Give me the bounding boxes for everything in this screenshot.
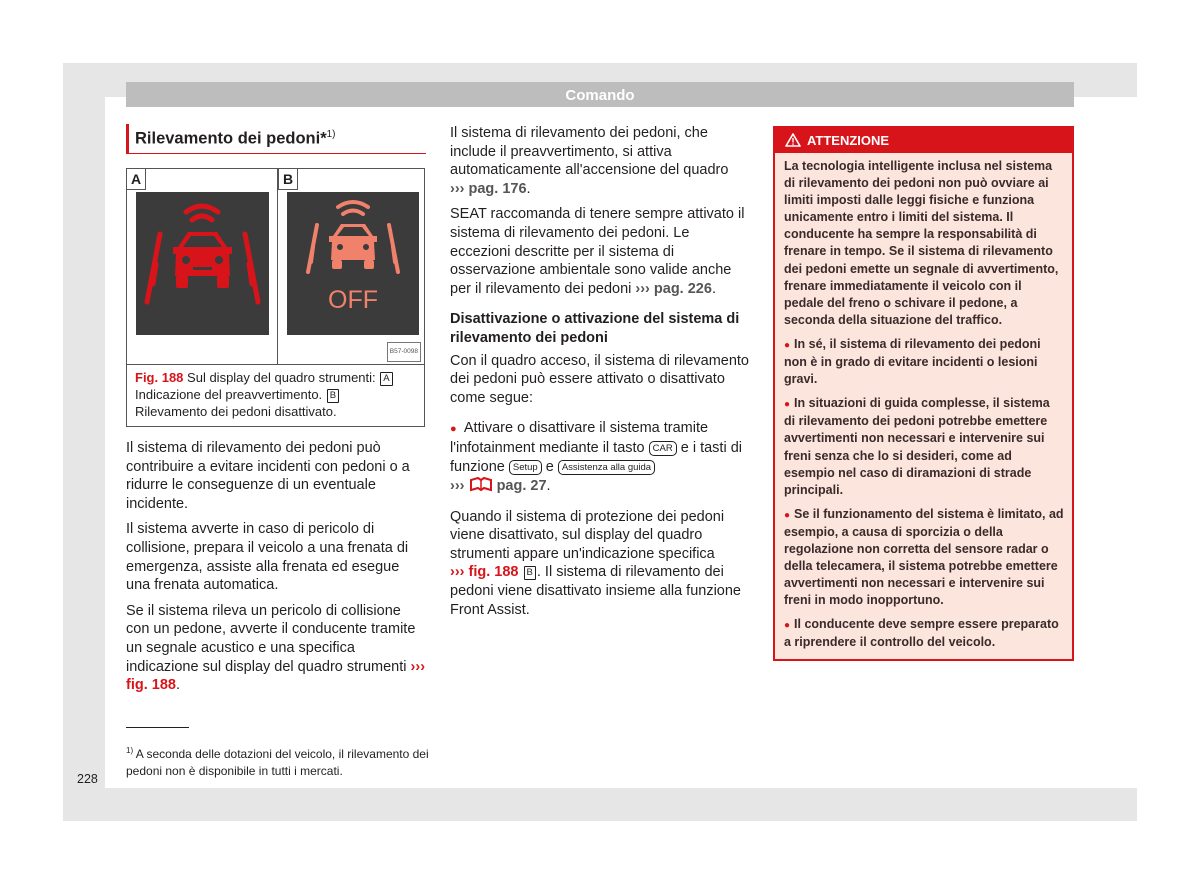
figure-key-b: B (524, 566, 536, 580)
section-title-text: Rilevamento dei pedoni (135, 129, 321, 148)
off-label: OFF (328, 286, 378, 315)
warning-body (775, 153, 1072, 659)
warning-bullet: ● In sé, il sistema di rilevamento dei pedoni non è in grado di evitare incidenti o lesioni gravi. (784, 336, 1064, 388)
paragraph: Il sistema di rilevamento dei pedoni può contribuire a evitare incidenti con pedoni o a ridurre le conseguenze di un eventuale incidente. (126, 440, 410, 512)
footnote (126, 742, 431, 780)
reference-arrow: ››› (450, 478, 465, 495)
figure-link[interactable]: ››› fig. 188 (126, 658, 426, 694)
warning-box (773, 126, 1074, 661)
assistance-key[interactable]: Assistenza alla guida (558, 460, 655, 475)
section-title-footnote-mark: 1) (326, 129, 336, 140)
footnote-mark: 1) (126, 746, 134, 755)
warning-bullet: ● Se il funzionamento del sistema è limitato, ad esempio, a causa di sporcizia o della regolazione non corretta del sensore radar o della telecamera, il sistema potrebbe emettere avvertimenti non necessari e intervenire sui freni in modo inopportuno. (784, 506, 1064, 610)
caption-figure-number: Fig. 188 (135, 370, 184, 386)
bullet-text-and: e (545, 458, 554, 475)
figure-code: B57-0098 (387, 342, 421, 363)
bullet-end: . (546, 478, 551, 495)
caption-text-3: Rilevamento dei pedoni disattivato. (135, 404, 337, 420)
paragraph-text: Il sistema di rilevamento dei pedoni, che include il preavvertimento, si attiva automaticamente all'accensione del quadro (450, 125, 729, 179)
figure-188 (126, 168, 425, 365)
car-key[interactable]: CAR (649, 441, 677, 456)
setup-key[interactable]: Setup (509, 460, 542, 475)
page-number: 228 (77, 772, 98, 786)
paragraph: Con il quadro acceso, il sistema di rilevamento dei pedoni può essere attivato o disattivato come segue: (450, 352, 749, 406)
paragraph-text: Se il sistema rileva un pericolo di collisione con un pedone, avverte il conducente tramite un segnale acustico e una specifica indicazione sul display del quadro strumenti (126, 602, 416, 675)
paragraph (126, 602, 426, 695)
section-title-star: * (320, 129, 327, 148)
figure-link[interactable]: ››› fig. 188 (450, 564, 519, 581)
column-left (126, 124, 426, 702)
page-link[interactable]: ››› pag. 226 (635, 280, 712, 297)
page-link[interactable]: pag. 27 (496, 478, 547, 495)
paragraph-text: Quando il sistema di protezione dei pedoni viene disattivato, sul display del quadro strumenti appare un'indicazione specifica (450, 508, 725, 562)
column-right (773, 126, 1074, 661)
warning-bullet: ● Il conducente deve sempre essere preparato a riprendere il controllo del veicolo. (784, 616, 1064, 651)
warning-triangle-icon (785, 133, 801, 147)
paragraph-end: . Il sistema di rilevamento dei pedoni viene disattivato insieme alla funzione Front Assist. (450, 564, 741, 618)
figure-divider (277, 169, 278, 364)
caption-key-a: A (380, 372, 392, 386)
bullet-text-1: Attivare o disattivare il sistema tramite l'infotainment mediante il tasto (450, 420, 709, 456)
pedestrian-off-icon (287, 192, 419, 335)
footnote-text: A seconda delle dotazioni del veicolo, il rilevamento dei pedoni non è disponibile in tutti i mercati. (126, 747, 429, 778)
subheading: Disattivazione o attivazione del sistema di rilevamento dei pedoni (450, 311, 740, 346)
caption-text-1: Sul display del quadro strumenti: (187, 370, 376, 386)
warning-title: ATTENZIONE (807, 133, 890, 148)
manual-book-icon (469, 476, 493, 492)
paragraph (450, 205, 750, 298)
paragraph-end: . (711, 280, 716, 297)
display-panel-a (136, 192, 269, 335)
paragraph (450, 124, 750, 198)
bullet-text-2: e i tasti di funzione (450, 439, 742, 475)
warning-bullet: ● In situazioni di guida complesse, il sistema di rilevamento dei pedoni potrebbe emettere avvertimenti non necessari e intervenire sui freni senza che lo si desideri, come ad esempio nel caso di diramazioni di strade principali. (784, 395, 1064, 499)
chapter-header: Comando (126, 82, 1074, 107)
figure-label-a: A (127, 169, 146, 190)
caption-key-b: B (327, 389, 339, 403)
footnote-rule (126, 727, 189, 728)
paragraph-end: . (175, 677, 180, 694)
paragraph (450, 508, 750, 620)
figure-label-b: B (278, 169, 298, 190)
display-panel-b (287, 192, 419, 335)
caption-text-2: Indicazione del preavvertimento. (135, 387, 323, 403)
paragraph-text: SEAT raccomanda di tenere sempre attivato il sistema di rilevamento dei pedoni. Le eccezioni descritte per il sistema di osservazione ambientale sono valide anche per il rilevamento dei pedoni (450, 206, 745, 297)
warning-paragraph: La tecnologia intelligente inclusa nel sistema di rilevamento dei pedoni non può ovviare ai limiti imposti dalle leggi fisiche e funziona unicamente entro i limiti del sistema. Il conducente ha sempre la responsabilità di frenare in tempo. Se il sistema di rilevamento dei pedoni emette un segnale di avvertimento, frenare immediatamente il veicolo con il pedale del freno o schivare il pedone, a seconda della situazione del traffico. (784, 159, 1059, 327)
section-title (126, 124, 426, 154)
paragraph: Il sistema avverte in caso di pericolo di collisione, prepara il veicolo a una frenata di emergenza, assiste alla frenata ed esegue una frenata automatica. (126, 521, 409, 594)
pedestrian-warning-icon (136, 192, 269, 335)
page-link[interactable]: ››› pag. 176 (450, 180, 527, 197)
warning-header (775, 128, 1072, 153)
figure-caption (126, 365, 425, 427)
column-middle (450, 124, 750, 626)
bullet-item (450, 419, 750, 495)
paragraph-end: . (526, 180, 531, 197)
